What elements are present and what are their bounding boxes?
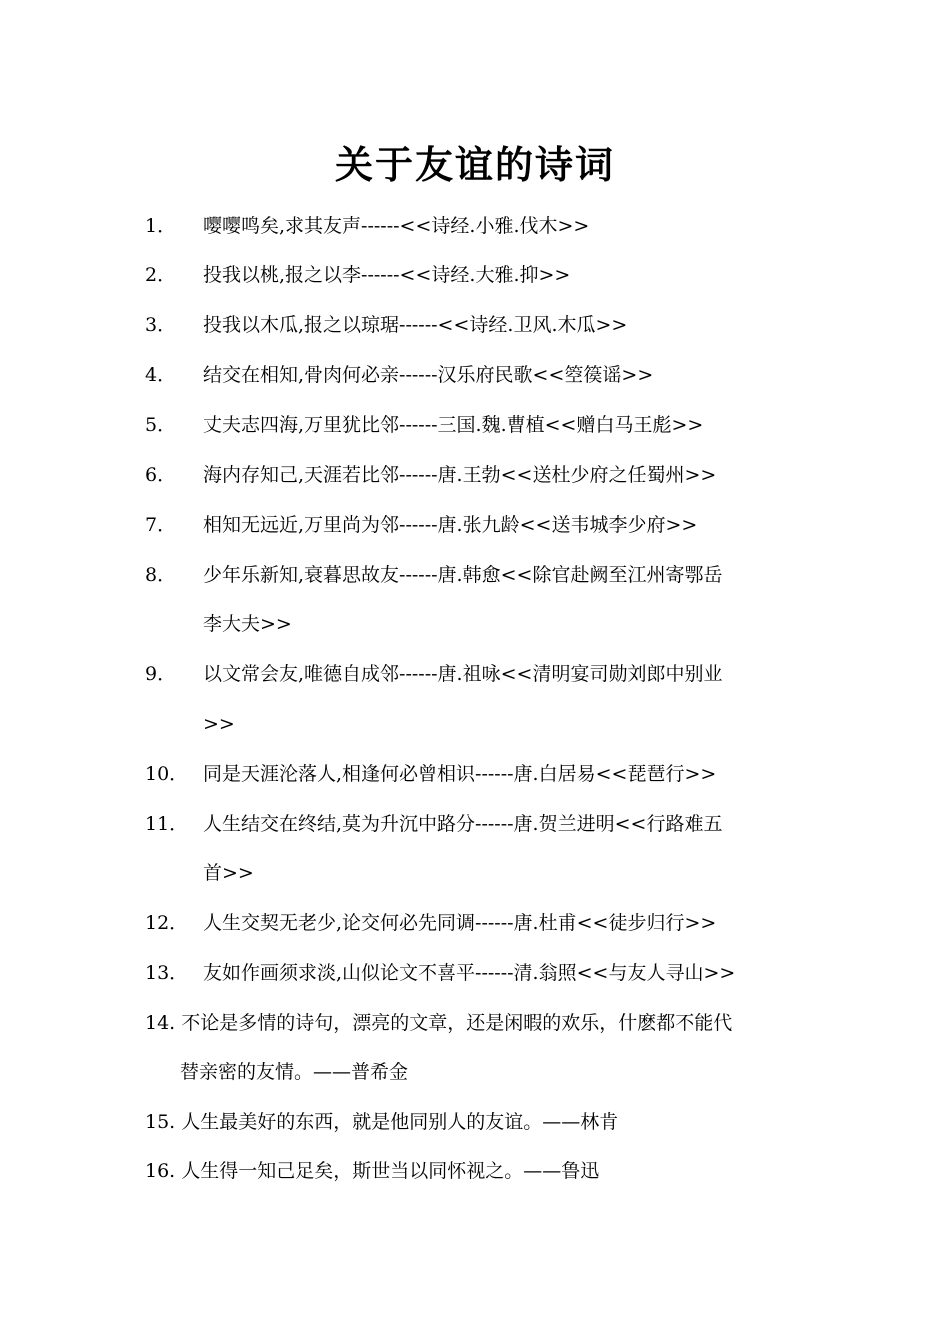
item-number: 9．: [145, 663, 177, 685]
item-text: 以文常会友,唯德自成邻------唐.祖咏<<清明宴司勋刘郎中别业: [203, 663, 723, 685]
item-number: 3．: [145, 314, 177, 336]
item-text: 海内存知己,天涯若比邻------唐.王勃<<送杜少府之任蜀州>>: [203, 464, 717, 486]
item-text: 相知无远近,万里尚为邻------唐.张九龄<<送韦城李少府>>: [203, 514, 698, 536]
item-text: 丈夫志四海,万里犹比邻------三国.魏.曹植<<赠白马王彪>>: [203, 414, 704, 436]
item-number: 11．: [145, 813, 189, 835]
item-text-continuation: 首>>: [203, 862, 254, 884]
item-text-continuation: >>: [203, 713, 235, 735]
item-text: 友如作画须求淡,山似论文不喜平------清.翁照<<与友人寻山>>: [203, 962, 736, 984]
item-text: 人生交契无老少,论交何必先同调------唐.杜甫<<徒步归行>>: [203, 912, 717, 934]
quote-item: 14. 不论是多情的诗句，漂亮的文章，还是闲暇的欢乐，什麽都不能代: [145, 1012, 733, 1034]
quote-item: 16. 人生得一知己足矣，斯世当以同怀视之。——鲁迅: [145, 1160, 600, 1182]
item-number: 12．: [145, 912, 189, 934]
item-number: 6．: [145, 464, 177, 486]
item-text: 少年乐新知,衰暮思故友------唐.韩愈<<除官赴阙至江州寄鄂岳: [203, 564, 723, 586]
item-text: 投我以木瓜,报之以琼琚------<<诗经.卫风.木瓜>>: [203, 314, 628, 336]
item-number: 10．: [145, 763, 189, 785]
item-text: 同是天涯沦落人,相逢何必曾相识------唐.白居易<<琵琶行>>: [203, 763, 717, 785]
item-number: 7．: [145, 514, 177, 536]
item-text-continuation: 李大夫>>: [203, 613, 292, 635]
item-number: 13．: [145, 962, 189, 984]
page-title: 关于友谊的诗词: [334, 142, 615, 187]
item-number: 5．: [145, 414, 177, 436]
item-number: 4．: [145, 364, 177, 386]
item-text: 结交在相知,骨肉何必亲------汉乐府民歌<<箜篌谣>>: [203, 364, 654, 386]
item-number: 8．: [145, 564, 177, 586]
item-text: 嘤嘤鸣矣,求其友声------<<诗经.小雅.伐木>>: [203, 215, 590, 237]
quote-item-continuation: 替亲密的友情。——普希金: [180, 1061, 409, 1083]
item-number: 1．: [145, 215, 177, 237]
item-text: 投我以桃,报之以李------<<诗经.大雅.抑>>: [203, 264, 571, 286]
item-text: 人生结交在终结,莫为升沉中路分------唐.贺兰进明<<行路难五: [203, 813, 723, 835]
quote-item: 15. 人生最美好的东西，就是他同别人的友谊。——林肯: [145, 1111, 619, 1133]
item-number: 2．: [145, 264, 177, 286]
